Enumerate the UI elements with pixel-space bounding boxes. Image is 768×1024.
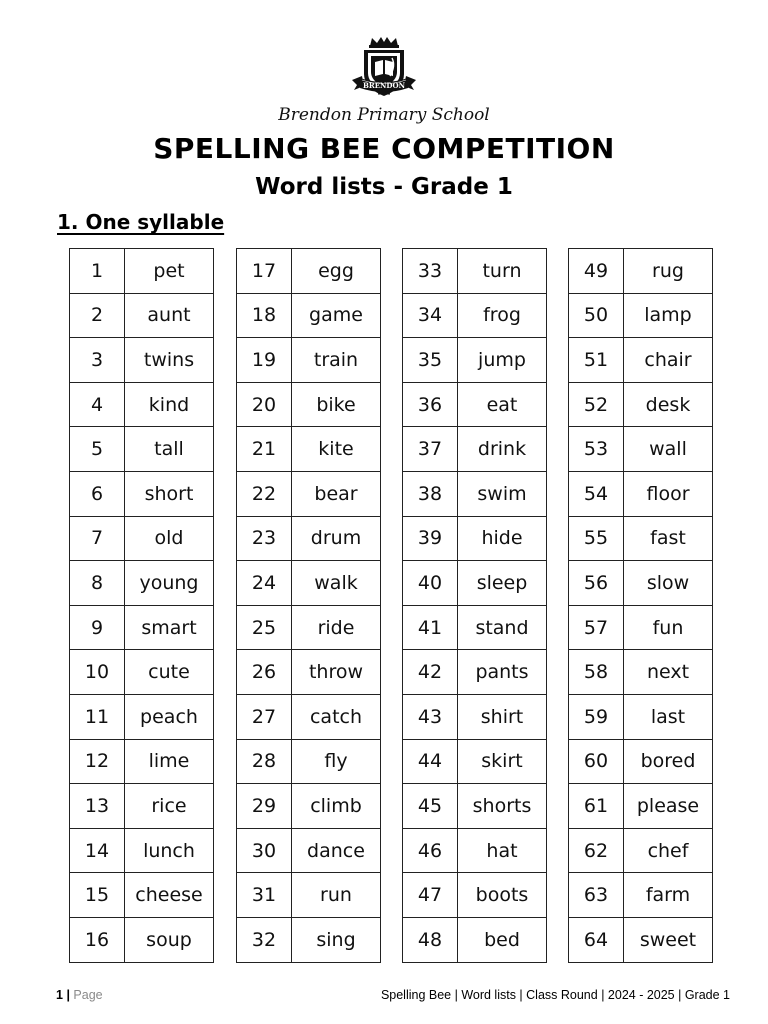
- spelling-word: please: [624, 784, 713, 829]
- spelling-word: turn: [458, 249, 547, 294]
- table-row: [70, 471, 214, 516]
- word-number: 36: [403, 382, 458, 427]
- spelling-word: rug: [624, 249, 713, 294]
- spelling-word: next: [624, 650, 713, 695]
- spelling-word: fun: [624, 605, 713, 650]
- table-row: [403, 338, 547, 383]
- spelling-word: climb: [292, 784, 381, 829]
- spelling-word: peach: [125, 694, 214, 739]
- page-separator: |: [66, 988, 70, 1002]
- table-row: [403, 784, 547, 829]
- spelling-word: shirt: [458, 694, 547, 739]
- word-number: 21: [237, 427, 292, 472]
- word-number: 43: [403, 694, 458, 739]
- spelling-word: throw: [292, 650, 381, 695]
- spelling-word: bear: [292, 471, 381, 516]
- page-subtitle: Word lists - Grade 1: [255, 174, 513, 200]
- table-row: [70, 694, 214, 739]
- spelling-word: kind: [125, 382, 214, 427]
- spelling-word: train: [292, 338, 381, 383]
- table-row: [569, 694, 713, 739]
- word-number: 7: [70, 516, 125, 561]
- word-table-2: [236, 248, 381, 963]
- word-number: 10: [70, 650, 125, 695]
- spelling-word: frog: [458, 293, 547, 338]
- table-row: [70, 338, 214, 383]
- spelling-word: drink: [458, 427, 547, 472]
- table-row: [569, 605, 713, 650]
- table-row: [237, 694, 381, 739]
- table-row: [403, 249, 547, 294]
- word-number: 20: [237, 382, 292, 427]
- table-row: [237, 471, 381, 516]
- table-row: [403, 471, 547, 516]
- word-number: 27: [237, 694, 292, 739]
- table-row: [70, 828, 214, 873]
- spelling-word: shorts: [458, 784, 547, 829]
- table-row: [403, 293, 547, 338]
- word-number: 19: [237, 338, 292, 383]
- table-row: [237, 516, 381, 561]
- table-row: [569, 561, 713, 606]
- word-number: 47: [403, 873, 458, 918]
- spelling-word: smart: [125, 605, 214, 650]
- spelling-word: fast: [624, 516, 713, 561]
- table-row: [403, 605, 547, 650]
- word-number: 51: [569, 338, 624, 383]
- word-number: 37: [403, 427, 458, 472]
- spelling-word: pants: [458, 650, 547, 695]
- word-number: 34: [403, 293, 458, 338]
- table-row: [237, 382, 381, 427]
- table-row: [569, 873, 713, 918]
- spelling-word: bike: [292, 382, 381, 427]
- word-number: 41: [403, 605, 458, 650]
- table-row: [569, 249, 713, 294]
- table-row: [237, 650, 381, 695]
- table-row: [569, 338, 713, 383]
- table-row: [70, 739, 214, 784]
- spelling-word: hat: [458, 828, 547, 873]
- table-row: [70, 873, 214, 918]
- spelling-word: short: [125, 471, 214, 516]
- word-number: 2: [70, 293, 125, 338]
- word-number: 16: [70, 917, 125, 962]
- table-row: [569, 739, 713, 784]
- word-table-1: [69, 248, 214, 963]
- word-number: 62: [569, 828, 624, 873]
- page-number: 1: [56, 988, 63, 1002]
- spelling-word: slow: [624, 561, 713, 606]
- spelling-word: eat: [458, 382, 547, 427]
- spelling-word: jump: [458, 338, 547, 383]
- word-number: 57: [569, 605, 624, 650]
- word-number: 14: [70, 828, 125, 873]
- spelling-word: chair: [624, 338, 713, 383]
- spelling-word: soup: [125, 917, 214, 962]
- table-row: [70, 650, 214, 695]
- table-row: [569, 471, 713, 516]
- table-row: [70, 249, 214, 294]
- word-number: 31: [237, 873, 292, 918]
- table-row: [403, 650, 547, 695]
- table-row: [70, 516, 214, 561]
- spelling-word: dance: [292, 828, 381, 873]
- spelling-word: fly: [292, 739, 381, 784]
- word-number: 3: [70, 338, 125, 383]
- spelling-word: bored: [624, 739, 713, 784]
- table-row: [70, 784, 214, 829]
- word-table-4: [568, 248, 713, 963]
- word-number: 29: [237, 784, 292, 829]
- spelling-word: wall: [624, 427, 713, 472]
- spelling-word: desk: [624, 382, 713, 427]
- spelling-word: kite: [292, 427, 381, 472]
- word-number: 15: [70, 873, 125, 918]
- spelling-word: pet: [125, 249, 214, 294]
- word-number: 39: [403, 516, 458, 561]
- word-number: 30: [237, 828, 292, 873]
- spelling-word: tall: [125, 427, 214, 472]
- word-number: 33: [403, 249, 458, 294]
- word-number: 23: [237, 516, 292, 561]
- spelling-word: hide: [458, 516, 547, 561]
- word-number: 42: [403, 650, 458, 695]
- word-table-3: [402, 248, 547, 963]
- word-number: 64: [569, 917, 624, 962]
- word-number: 63: [569, 873, 624, 918]
- word-number: 60: [569, 739, 624, 784]
- page-label: Page: [73, 988, 103, 1002]
- table-row: [403, 873, 547, 918]
- word-number: 9: [70, 605, 125, 650]
- word-number: 55: [569, 516, 624, 561]
- word-number: 38: [403, 471, 458, 516]
- page-title: SPELLING BEE COMPETITION: [153, 132, 615, 165]
- spelling-word: farm: [624, 873, 713, 918]
- spelling-word: skirt: [458, 739, 547, 784]
- table-row: [403, 561, 547, 606]
- word-number: 32: [237, 917, 292, 962]
- word-number: 45: [403, 784, 458, 829]
- spelling-word: catch: [292, 694, 381, 739]
- table-row: [569, 784, 713, 829]
- word-number: 40: [403, 561, 458, 606]
- spelling-word: game: [292, 293, 381, 338]
- spelling-word: floor: [624, 471, 713, 516]
- spelling-word: lime: [125, 739, 214, 784]
- spelling-word: drum: [292, 516, 381, 561]
- table-row: [403, 694, 547, 739]
- table-row: [237, 561, 381, 606]
- table-row: [70, 605, 214, 650]
- spelling-word: boots: [458, 873, 547, 918]
- table-row: [237, 828, 381, 873]
- footer-page-indicator: [56, 988, 103, 1002]
- word-number: 50: [569, 293, 624, 338]
- table-row: [403, 917, 547, 962]
- table-row: [403, 427, 547, 472]
- word-number: 56: [569, 561, 624, 606]
- word-number: 48: [403, 917, 458, 962]
- table-row: [237, 338, 381, 383]
- word-number: 58: [569, 650, 624, 695]
- word-number: 54: [569, 471, 624, 516]
- table-row: [237, 873, 381, 918]
- table-row: [70, 917, 214, 962]
- table-row: [569, 516, 713, 561]
- spelling-word: lunch: [125, 828, 214, 873]
- spelling-word: cute: [125, 650, 214, 695]
- table-row: [569, 828, 713, 873]
- word-number: 13: [70, 784, 125, 829]
- table-row: [569, 650, 713, 695]
- table-row: [70, 382, 214, 427]
- spelling-word: sweet: [624, 917, 713, 962]
- word-number: 52: [569, 382, 624, 427]
- word-number: 17: [237, 249, 292, 294]
- spelling-word: run: [292, 873, 381, 918]
- spelling-word: sleep: [458, 561, 547, 606]
- word-number: 24: [237, 561, 292, 606]
- word-number: 53: [569, 427, 624, 472]
- table-row: [403, 828, 547, 873]
- table-row: [569, 427, 713, 472]
- table-row: [569, 293, 713, 338]
- spelling-word: swim: [458, 471, 547, 516]
- table-row: [70, 293, 214, 338]
- spelling-word: twins: [125, 338, 214, 383]
- spelling-word: young: [125, 561, 214, 606]
- spelling-word: sing: [292, 917, 381, 962]
- spelling-word: ride: [292, 605, 381, 650]
- word-number: 25: [237, 605, 292, 650]
- word-number: 59: [569, 694, 624, 739]
- table-row: [70, 561, 214, 606]
- word-number: 49: [569, 249, 624, 294]
- table-row: [569, 917, 713, 962]
- spelling-word: lamp: [624, 293, 713, 338]
- table-row: [237, 293, 381, 338]
- table-row: [70, 427, 214, 472]
- word-number: 5: [70, 427, 125, 472]
- table-row: [237, 605, 381, 650]
- word-number: 44: [403, 739, 458, 784]
- svg-text:BRENDON: BRENDON: [362, 81, 406, 90]
- word-number: 12: [70, 739, 125, 784]
- word-number: 6: [70, 471, 125, 516]
- footer-document-info: Spelling Bee | Word lists | Class Round | 2024 - 2025 | Grade 1: [380, 988, 730, 1002]
- spelling-word: aunt: [125, 293, 214, 338]
- table-row: [237, 784, 381, 829]
- table-row: [237, 249, 381, 294]
- table-row: [237, 917, 381, 962]
- school-name: Brendon Primary School: [278, 105, 490, 125]
- word-number: 61: [569, 784, 624, 829]
- spelling-word: last: [624, 694, 713, 739]
- spelling-word: stand: [458, 605, 547, 650]
- table-row: [237, 739, 381, 784]
- section-heading: 1. One syllable: [57, 210, 225, 234]
- table-row: [403, 382, 547, 427]
- word-number: 28: [237, 739, 292, 784]
- word-number: 8: [70, 561, 125, 606]
- spelling-word: bed: [458, 917, 547, 962]
- table-row: [403, 739, 547, 784]
- spelling-word: cheese: [125, 873, 214, 918]
- spelling-word: rice: [125, 784, 214, 829]
- table-row: [569, 382, 713, 427]
- word-number: 11: [70, 694, 125, 739]
- spelling-word: walk: [292, 561, 381, 606]
- word-number: 22: [237, 471, 292, 516]
- spelling-word: chef: [624, 828, 713, 873]
- word-number: 4: [70, 382, 125, 427]
- word-number: 18: [237, 293, 292, 338]
- table-row: [237, 427, 381, 472]
- school-crest-logo: [344, 36, 424, 106]
- table-row: [403, 516, 547, 561]
- spelling-word: old: [125, 516, 214, 561]
- word-number: 46: [403, 828, 458, 873]
- word-number: 35: [403, 338, 458, 383]
- word-number: 26: [237, 650, 292, 695]
- word-number: 1: [70, 249, 125, 294]
- spelling-word: egg: [292, 249, 381, 294]
